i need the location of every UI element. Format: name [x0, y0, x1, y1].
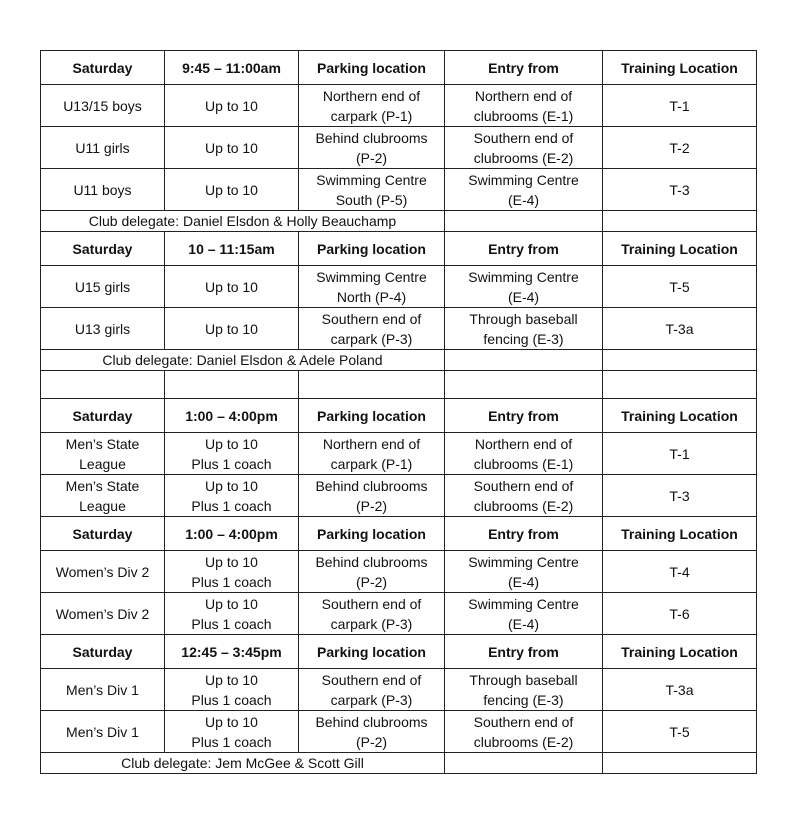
- parking-cell: Northern end of carpark (P-1): [299, 433, 445, 475]
- empty-cell: [445, 211, 603, 232]
- section-header-row: [41, 232, 757, 266]
- team-cell: U11 boys: [41, 169, 165, 211]
- team-cell: Men’s State League: [41, 475, 165, 517]
- table-row: [41, 308, 757, 350]
- parking-cell: Behind clubrooms (P-2): [299, 127, 445, 169]
- numbers-cell: Up to 10 Plus 1 coach: [165, 669, 299, 711]
- numbers-cell: Up to 10 Plus 1 coach: [165, 551, 299, 593]
- entry-cell: Southern end of clubrooms (E-2): [445, 711, 603, 753]
- team-cell: Men’s Div 1: [41, 669, 165, 711]
- training-header: Training Location: [603, 232, 757, 266]
- delegate-row: [41, 211, 757, 232]
- empty-cell: [41, 371, 165, 399]
- table-row: [41, 593, 757, 635]
- team-cell: Men’s Div 1: [41, 711, 165, 753]
- parking-cell: Southern end of carpark (P-3): [299, 669, 445, 711]
- team-cell: Women’s Div 2: [41, 593, 165, 635]
- entry-cell: Northern end of clubrooms (E-1): [445, 85, 603, 127]
- table-row: [41, 711, 757, 753]
- club-delegate: Club delegate: Daniel Elsdon & Adele Poland: [41, 350, 445, 371]
- team-cell: U15 girls: [41, 266, 165, 308]
- training-header: Training Location: [603, 51, 757, 85]
- parking-cell: Behind clubrooms (P-2): [299, 475, 445, 517]
- training-cell: T-3a: [603, 308, 757, 350]
- table-row: [41, 169, 757, 211]
- time-header: 10 – 11:15am: [165, 232, 299, 266]
- training-cell: T-6: [603, 593, 757, 635]
- numbers-cell: Up to 10 Plus 1 coach: [165, 433, 299, 475]
- entry-cell: Through baseball fencing (E-3): [445, 308, 603, 350]
- empty-cell: [603, 211, 757, 232]
- numbers-cell: Up to 10 Plus 1 coach: [165, 711, 299, 753]
- entry-header: Entry from: [445, 517, 603, 551]
- entry-cell: Swimming Centre (E-4): [445, 551, 603, 593]
- section-header-row: [41, 635, 757, 669]
- section-header-row: [41, 51, 757, 85]
- time-header: 1:00 – 4:00pm: [165, 399, 299, 433]
- team-cell: U13/15 boys: [41, 85, 165, 127]
- numbers-cell: Up to 10: [165, 308, 299, 350]
- team-cell: Men’s State League: [41, 433, 165, 475]
- empty-cell: [299, 371, 445, 399]
- parking-header: Parking location: [299, 51, 445, 85]
- empty-cell: [603, 371, 757, 399]
- training-cell: T-3: [603, 475, 757, 517]
- empty-cell: [445, 753, 603, 774]
- numbers-cell: Up to 10 Plus 1 coach: [165, 593, 299, 635]
- day-header: Saturday: [41, 51, 165, 85]
- parking-header: Parking location: [299, 635, 445, 669]
- day-header: Saturday: [41, 635, 165, 669]
- parking-cell: Southern end of carpark (P-3): [299, 593, 445, 635]
- training-header: Training Location: [603, 517, 757, 551]
- training-cell: T-1: [603, 433, 757, 475]
- blank-row: [41, 371, 757, 399]
- empty-cell: [445, 371, 603, 399]
- training-cell: T-5: [603, 266, 757, 308]
- time-header: 1:00 – 4:00pm: [165, 517, 299, 551]
- day-header: Saturday: [41, 232, 165, 266]
- entry-header: Entry from: [445, 232, 603, 266]
- entry-cell: Northern end of clubrooms (E-1): [445, 433, 603, 475]
- section-header-row: [41, 399, 757, 433]
- team-cell: U11 girls: [41, 127, 165, 169]
- parking-cell: Swimming Centre South (P-5): [299, 169, 445, 211]
- parking-header: Parking location: [299, 399, 445, 433]
- training-cell: T-5: [603, 711, 757, 753]
- parking-header: Parking location: [299, 517, 445, 551]
- entry-cell: Swimming Centre (E-4): [445, 169, 603, 211]
- table-row: [41, 433, 757, 475]
- entry-header: Entry from: [445, 399, 603, 433]
- table-row: [41, 475, 757, 517]
- club-delegate: Club delegate: Jem McGee & Scott Gill: [41, 753, 445, 774]
- entry-cell: Southern end of clubrooms (E-2): [445, 475, 603, 517]
- parking-cell: Northern end of carpark (P-1): [299, 85, 445, 127]
- entry-header: Entry from: [445, 635, 603, 669]
- parking-cell: Behind clubrooms (P-2): [299, 551, 445, 593]
- numbers-cell: Up to 10: [165, 85, 299, 127]
- numbers-cell: Up to 10: [165, 169, 299, 211]
- club-delegate: Club delegate: Daniel Elsdon & Holly Beauchamp: [41, 211, 445, 232]
- entry-cell: Southern end of clubrooms (E-2): [445, 127, 603, 169]
- table-row: [41, 266, 757, 308]
- training-cell: T-1: [603, 85, 757, 127]
- table-row: [41, 127, 757, 169]
- time-header: 9:45 – 11:00am: [165, 51, 299, 85]
- parking-cell: Behind clubrooms (P-2): [299, 711, 445, 753]
- table-row: [41, 551, 757, 593]
- day-header: Saturday: [41, 517, 165, 551]
- entry-cell: Swimming Centre (E-4): [445, 593, 603, 635]
- entry-header: Entry from: [445, 51, 603, 85]
- section-header-row: [41, 517, 757, 551]
- team-cell: U13 girls: [41, 308, 165, 350]
- training-schedule-table: [40, 50, 757, 774]
- training-header: Training Location: [603, 399, 757, 433]
- empty-cell: [603, 350, 757, 371]
- time-header: 12:45 – 3:45pm: [165, 635, 299, 669]
- empty-cell: [445, 350, 603, 371]
- empty-cell: [165, 371, 299, 399]
- training-cell: T-3a: [603, 669, 757, 711]
- numbers-cell: Up to 10: [165, 127, 299, 169]
- training-cell: T-4: [603, 551, 757, 593]
- day-header: Saturday: [41, 399, 165, 433]
- table-row: [41, 85, 757, 127]
- entry-cell: Swimming Centre (E-4): [445, 266, 603, 308]
- delegate-row: [41, 753, 757, 774]
- team-cell: Women’s Div 2: [41, 551, 165, 593]
- table-row: [41, 669, 757, 711]
- training-header: Training Location: [603, 635, 757, 669]
- training-cell: T-2: [603, 127, 757, 169]
- training-cell: T-3: [603, 169, 757, 211]
- numbers-cell: Up to 10 Plus 1 coach: [165, 475, 299, 517]
- parking-cell: Swimming Centre North (P-4): [299, 266, 445, 308]
- delegate-row: [41, 350, 757, 371]
- empty-cell: [603, 753, 757, 774]
- parking-header: Parking location: [299, 232, 445, 266]
- parking-cell: Southern end of carpark (P-3): [299, 308, 445, 350]
- entry-cell: Through baseball fencing (E-3): [445, 669, 603, 711]
- numbers-cell: Up to 10: [165, 266, 299, 308]
